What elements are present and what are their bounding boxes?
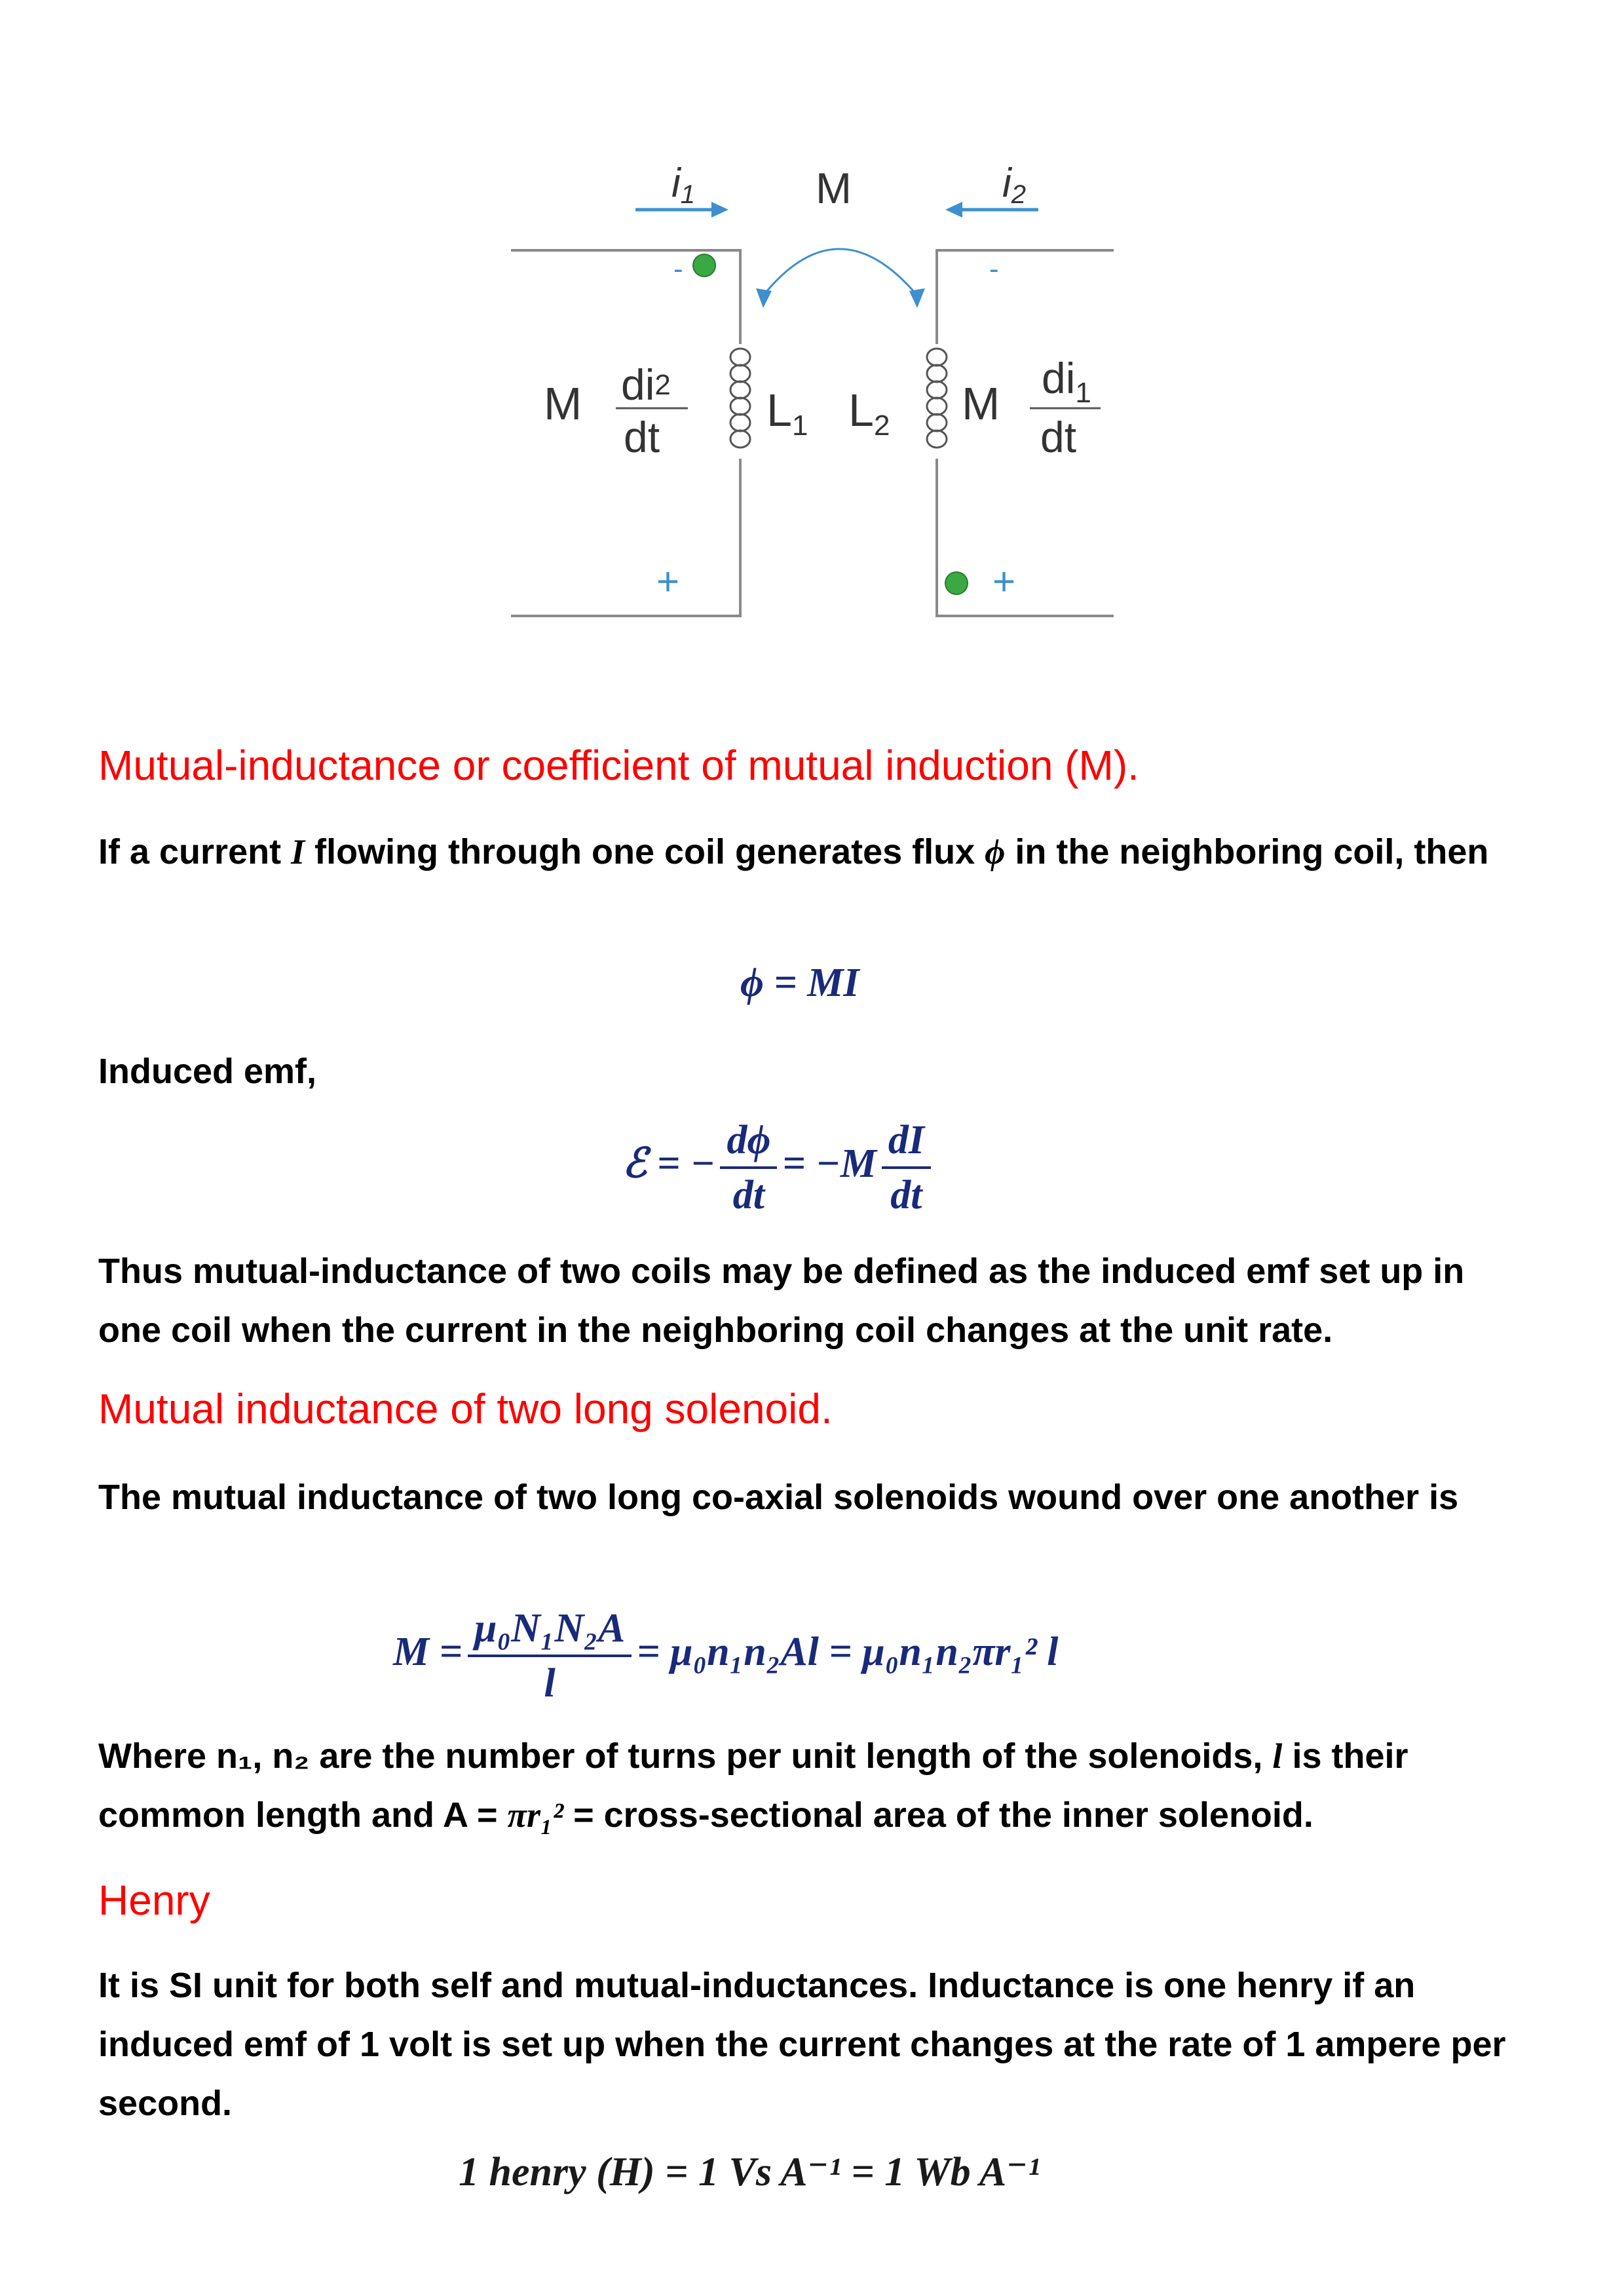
coil-2-label: $L_2$ — [848, 385, 890, 442]
left-emf-num: di2 — [621, 360, 671, 409]
eq2-fraction-2: $\frac{dI}{dt}$ — [882, 1114, 931, 1221]
section-heading-solenoid: Mutual inductance of two long solenoid. — [98, 1385, 833, 1432]
minus-sign-2: - — [989, 253, 999, 285]
section-heading-henry: Henry — [98, 1877, 210, 1924]
paragraph-where: Where n₁, n₂ are the number of turns per unit length of the solenoids, l is their common length and A = πr₁² = cross-sectional area of the inner solenoid. — [98, 1736, 1408, 1835]
equation-flux: ϕ = MI — [740, 961, 859, 1005]
left-emf-coef: M — [544, 378, 582, 429]
minus-sign-1: - — [673, 253, 683, 285]
right-emf-coef: M — [962, 378, 1000, 429]
mutual-arrowhead-right — [909, 288, 925, 308]
mutual-arrowhead-left — [756, 288, 772, 308]
eq3-fraction: $\frac{\text{μ₀N₁N₂A}}{l}$ — [468, 1602, 632, 1710]
polarity-dot-2 — [945, 572, 968, 594]
current-arrowhead-2 — [945, 202, 962, 218]
coil-1-label: $L_1$ — [766, 385, 808, 442]
eq3-rhs: = μ₀n₁n₂Al = μ₀n₁n₂πr₁² l — [637, 1630, 1059, 1675]
equation-solenoid — [393, 1602, 1058, 1710]
paragraph-henry: It is SI unit for both self and mutual-inductances. Inductance is one henry if an induced emf of 1 volt is set up when the current changes at the rate of 1 ampere per second. — [98, 1966, 1506, 2123]
eq2-lhs: ℰ = − — [622, 1141, 715, 1187]
coil-2 — [927, 349, 947, 448]
polarity-dot-1 — [693, 254, 715, 277]
mutual-inductance-diagram — [485, 131, 1140, 629]
paragraph-solenoid: The mutual inductance of two long co-axial solenoids wound over one another is — [98, 1478, 1459, 1517]
eq3-lhs: M = — [393, 1630, 463, 1675]
induced-emf-label: Induced emf, — [98, 1052, 317, 1091]
current-arrowhead-1 — [711, 202, 728, 218]
plus-sign-2: + — [992, 560, 1016, 603]
paragraph-definition: If a current I flowing through one coil generates flux ϕ in the neighboring coil, then — [98, 832, 1489, 871]
eq2-fraction-1: $\frac{d\phi}{dt}$ — [720, 1114, 777, 1221]
plus-sign-1: + — [656, 560, 680, 603]
current-label-2: i2 — [1002, 161, 1027, 209]
mutual-label: M — [816, 164, 852, 212]
equation-induced-emf — [622, 1114, 936, 1221]
current-label-1: i1 — [671, 161, 696, 209]
eq2-mid: = −M — [782, 1141, 877, 1187]
coil-1 — [730, 349, 750, 448]
right-emf-num: $di_1$ — [1042, 354, 1091, 409]
section-heading-mutual-inductance: Mutual-inductance or coefficient of mutual induction (M). — [98, 742, 1139, 789]
paragraph-mutual-definition: Thus mutual-inductance of two coils may be defined as the induced emf set up in one coil when the current in the neighboring coil changes at the unit rate. — [98, 1252, 1465, 1350]
right-wire-top — [937, 250, 1114, 344]
equation-henry: 1 henry (H) = 1 Vs A⁻¹ = 1 Wb A⁻¹ — [459, 2150, 1040, 2194]
left-wire-bottom — [511, 459, 740, 616]
right-emf-den: dt — [1040, 413, 1077, 461]
mutual-arc — [766, 249, 914, 292]
left-emf-den: dt — [624, 413, 660, 461]
